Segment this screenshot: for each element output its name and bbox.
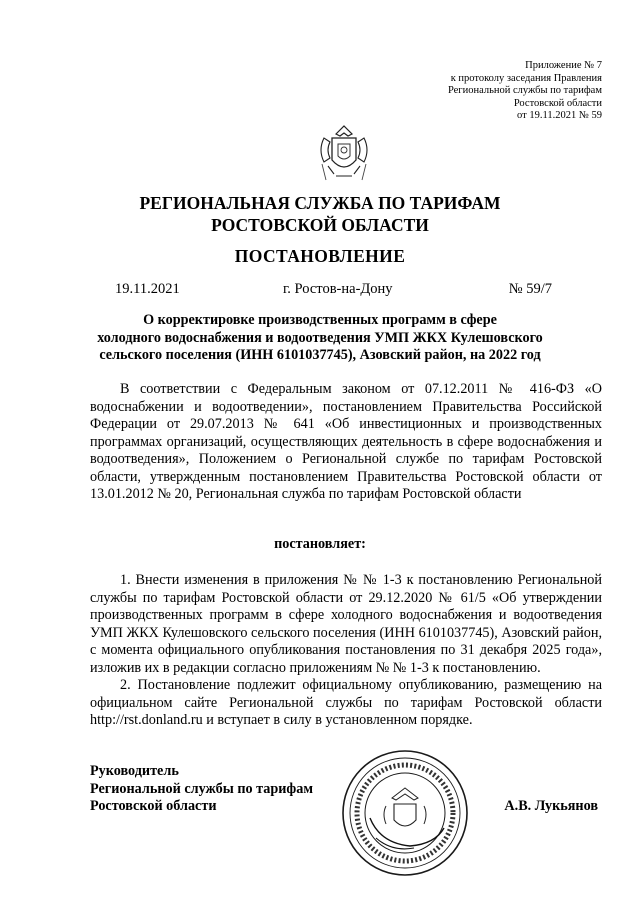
decree-word: постановляет: <box>274 536 366 552</box>
appendix-note <box>382 60 602 123</box>
appendix-line: к протоколу заседания Правления <box>450 72 602 84</box>
signer-title-line: Ростовской области <box>90 798 217 815</box>
appendix-line: Региональной службы по тарифам <box>447 85 602 97</box>
document-subject <box>60 312 580 365</box>
preamble <box>90 381 602 504</box>
clauses <box>90 572 602 730</box>
subject-line: сельского поселения (ИНН 6101037745), Азовский район, на 2022 год <box>99 347 541 364</box>
document-type: ПОСТАНОВЛЕНИЕ <box>234 246 406 266</box>
appendix-line: от 19.11.2021 № 59 <box>517 110 602 122</box>
appendix-line: Ростовской области <box>513 97 602 109</box>
agency-line: РЕГИОНАЛЬНАЯ СЛУЖБА ПО ТАРИФАМ <box>139 193 501 213</box>
official-round-seal-icon <box>340 748 470 878</box>
subject-line: холодного водоснабжения и водоотведения УМП ЖКХ Кулешовского <box>97 329 543 346</box>
clause-paragraph: 2. Постановление подлежит официальному опубликованию, размещению на официальном сайте Региональной службы по тарифам Ростовской области http://rst.donland.ru и вступает в силу в установленном порядке. <box>90 677 602 728</box>
coat-of-arms-icon <box>316 120 372 184</box>
clause-paragraph: 1. Внести изменения в приложения № № 1-3 к постановлению Региональной службы по тарифам Ростовской области от 29.12.2020 № 61/5 «Об утверждении производственных программ в сфере холодного водоснабжения и водоотведения УМП ЖКХ Кулешовского сельского поселения (ИНН 6101037745), Азовский район, с момента официального опубликования постановления по 31 декабря 2025 года», изложив их в редакции согласно приложениям № № 1-3 к постановлению. <box>90 572 602 676</box>
appendix-line: Приложение № 7 <box>525 60 602 71</box>
subject-line: О корректировке производственных программ в сфере <box>143 312 497 328</box>
document-date: 19.11.2021 <box>115 281 180 297</box>
signer-title-line: Руководитель <box>90 763 179 779</box>
signer-title-line: Региональной службы по тарифам <box>90 780 314 797</box>
signer-name: А.В. Лукьянов <box>504 798 598 814</box>
agency-line: РОСТОВСКОЙ ОБЛАСТИ <box>211 215 429 235</box>
document-number: № 59/7 <box>508 281 552 297</box>
preamble-paragraph: В соответствии с Федеральным законом от 07.12.2011 № 416-ФЗ «О водоснабжении и водоотведении», постановлением Правительства Российской Федерации от 29.07.2013 № 641 «Об инвестиционных и производственных программах организаций, осуществляющих деятельность в сфере водоснабжения и водоотведения», Положением о Региональной службе по тарифам Ростовской области, утвержденным постановлением Правительства Ростовской области от 13.01.2012 № 20, Региональная служба по тарифам Ростовской области <box>90 381 602 502</box>
document-city: г. Ростов-на-Дону <box>283 281 393 297</box>
agency-name <box>40 192 600 236</box>
signer-title <box>90 763 313 816</box>
